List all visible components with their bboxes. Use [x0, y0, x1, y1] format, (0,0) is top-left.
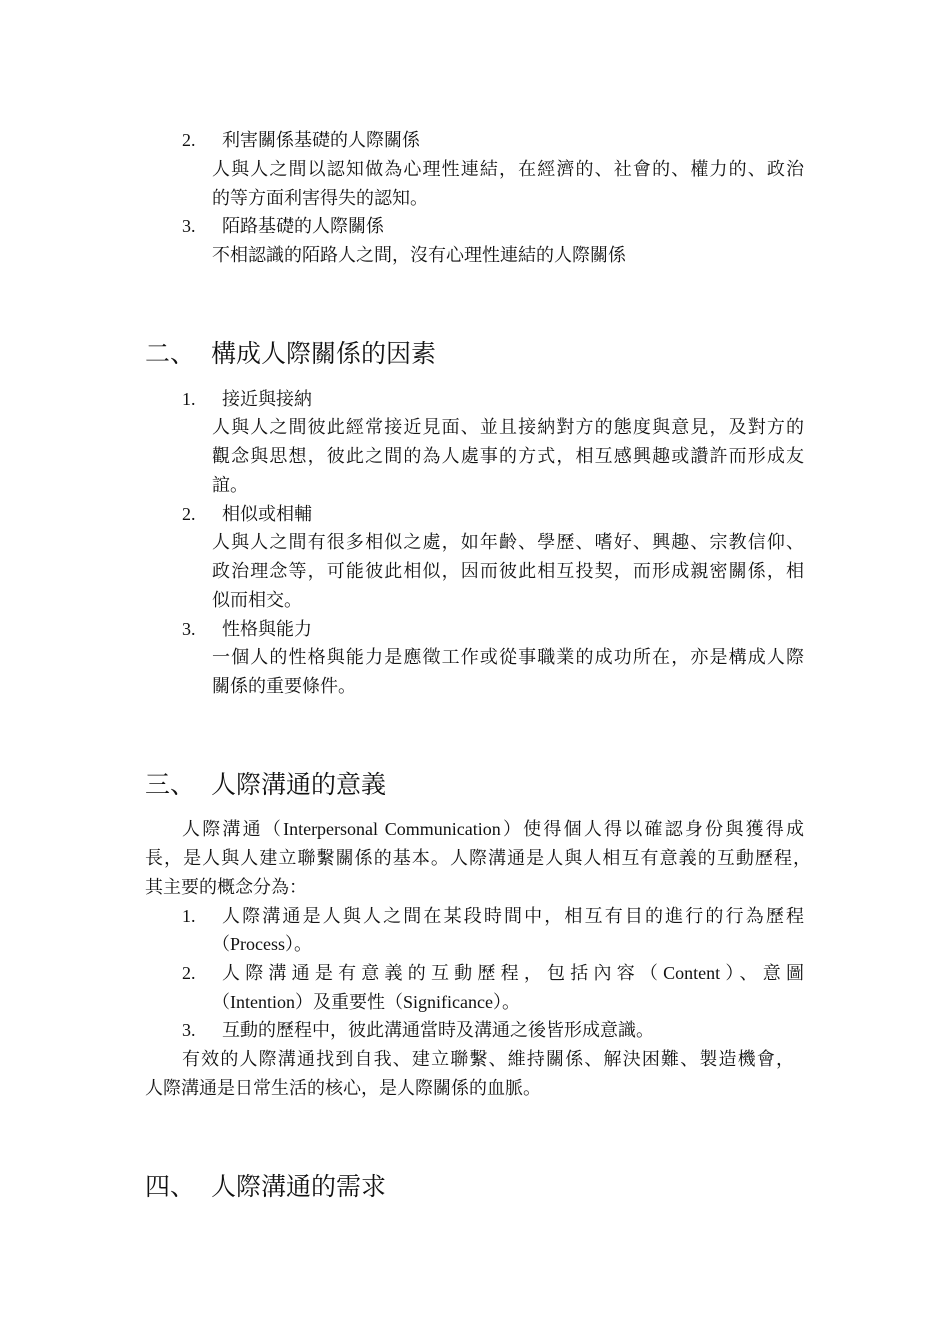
list-item-title: 接近與接納	[222, 389, 312, 409]
list-item-title: 利害關係基礎的人際關係	[222, 130, 420, 150]
list-number: 3.	[182, 619, 196, 639]
list-item-title: 陌路基礎的人際關係	[222, 216, 384, 236]
list-item-line: 人際溝通是有意義的互動歷程，包括內容（Content）、意圖	[222, 963, 804, 983]
paragraph-line: 有效的人際溝通找到自我、建立聯繫、維持關係、解決困難、製造機會，	[182, 1049, 794, 1069]
section-heading	[145, 1171, 386, 1205]
list-item-title: 相似或相輔	[222, 504, 312, 524]
paragraph-line: 人際溝通是日常生活的核心，是人際關係的血脈。	[145, 1078, 541, 1098]
list-item-line: 人際溝通是人與人之間在某段時間中，相互有目的進行的行為歷程	[222, 906, 804, 926]
heading-number: 二、	[145, 341, 196, 368]
list-item-body-line: 人與人之間以認知做為心理性連結，在經濟的、社會的、權力的、政治	[212, 159, 804, 179]
section-heading	[145, 769, 386, 803]
list-item-body-line: 政治理念等，可能彼此相似，因而彼此相互投契，而形成親密關係，相	[212, 561, 804, 581]
list-item-body-line: 似而相交。	[212, 590, 302, 610]
list-item-title: 性格與能力	[222, 619, 312, 639]
heading-title: 人際溝通的需求	[211, 1174, 387, 1201]
list-item-body-line: 不相認識的陌路人之間，沒有心理性連結的人際關係	[212, 245, 626, 265]
heading-title: 人際溝通的意義	[211, 772, 387, 799]
list-item-body-line: 人與人之間彼此經常接近見面、並且接納對方的態度與意見，及對方的	[212, 417, 804, 437]
list-item-body-line: 一個人的性格與能力是應徵工作或從事職業的成功所在，亦是構成人際	[212, 647, 804, 667]
list-item-line: （Intention）及重要性（Significance）。	[212, 992, 520, 1012]
list-number: 2.	[182, 963, 196, 983]
heading-number: 四、	[145, 1174, 196, 1201]
paragraph-line: 其主要的概念分為：	[145, 877, 307, 897]
list-number: 1.	[182, 906, 196, 926]
paragraph-line: 人際溝通（Interpersonal Communication）使得個人得以確認身份與獲得成	[182, 819, 804, 839]
heading-title: 構成人際關係的因素	[211, 341, 437, 368]
list-item-line: 互動的歷程中，彼此溝通當時及溝通之後皆形成意識。	[222, 1020, 654, 1040]
list-item-body-line: 誼。	[212, 475, 248, 495]
list-number: 2.	[182, 504, 196, 524]
list-item-body-line: 關係的重要條件。	[212, 676, 356, 696]
heading-number: 三、	[145, 772, 196, 799]
list-item-body-line: 人與人之間有很多相似之處，如年齡、學歷、嗜好、興趣、宗教信仰、	[212, 532, 804, 552]
list-item-line: （Process）。	[212, 934, 312, 954]
list-number: 2.	[182, 130, 196, 150]
list-item-body-line: 的等方面利害得失的認知。	[212, 188, 428, 208]
list-number: 3.	[182, 1020, 196, 1040]
section-heading	[145, 338, 436, 372]
list-item-body-line: 觀念與思想，彼此之間的為人處事的方式，相互感興趣或讚許而形成友	[212, 446, 804, 466]
list-number: 1.	[182, 389, 196, 409]
paragraph-line: 長，是人與人建立聯繫關係的基本。人際溝通是人與人相互有意義的互動歷程，	[145, 848, 811, 868]
list-number: 3.	[182, 216, 196, 236]
